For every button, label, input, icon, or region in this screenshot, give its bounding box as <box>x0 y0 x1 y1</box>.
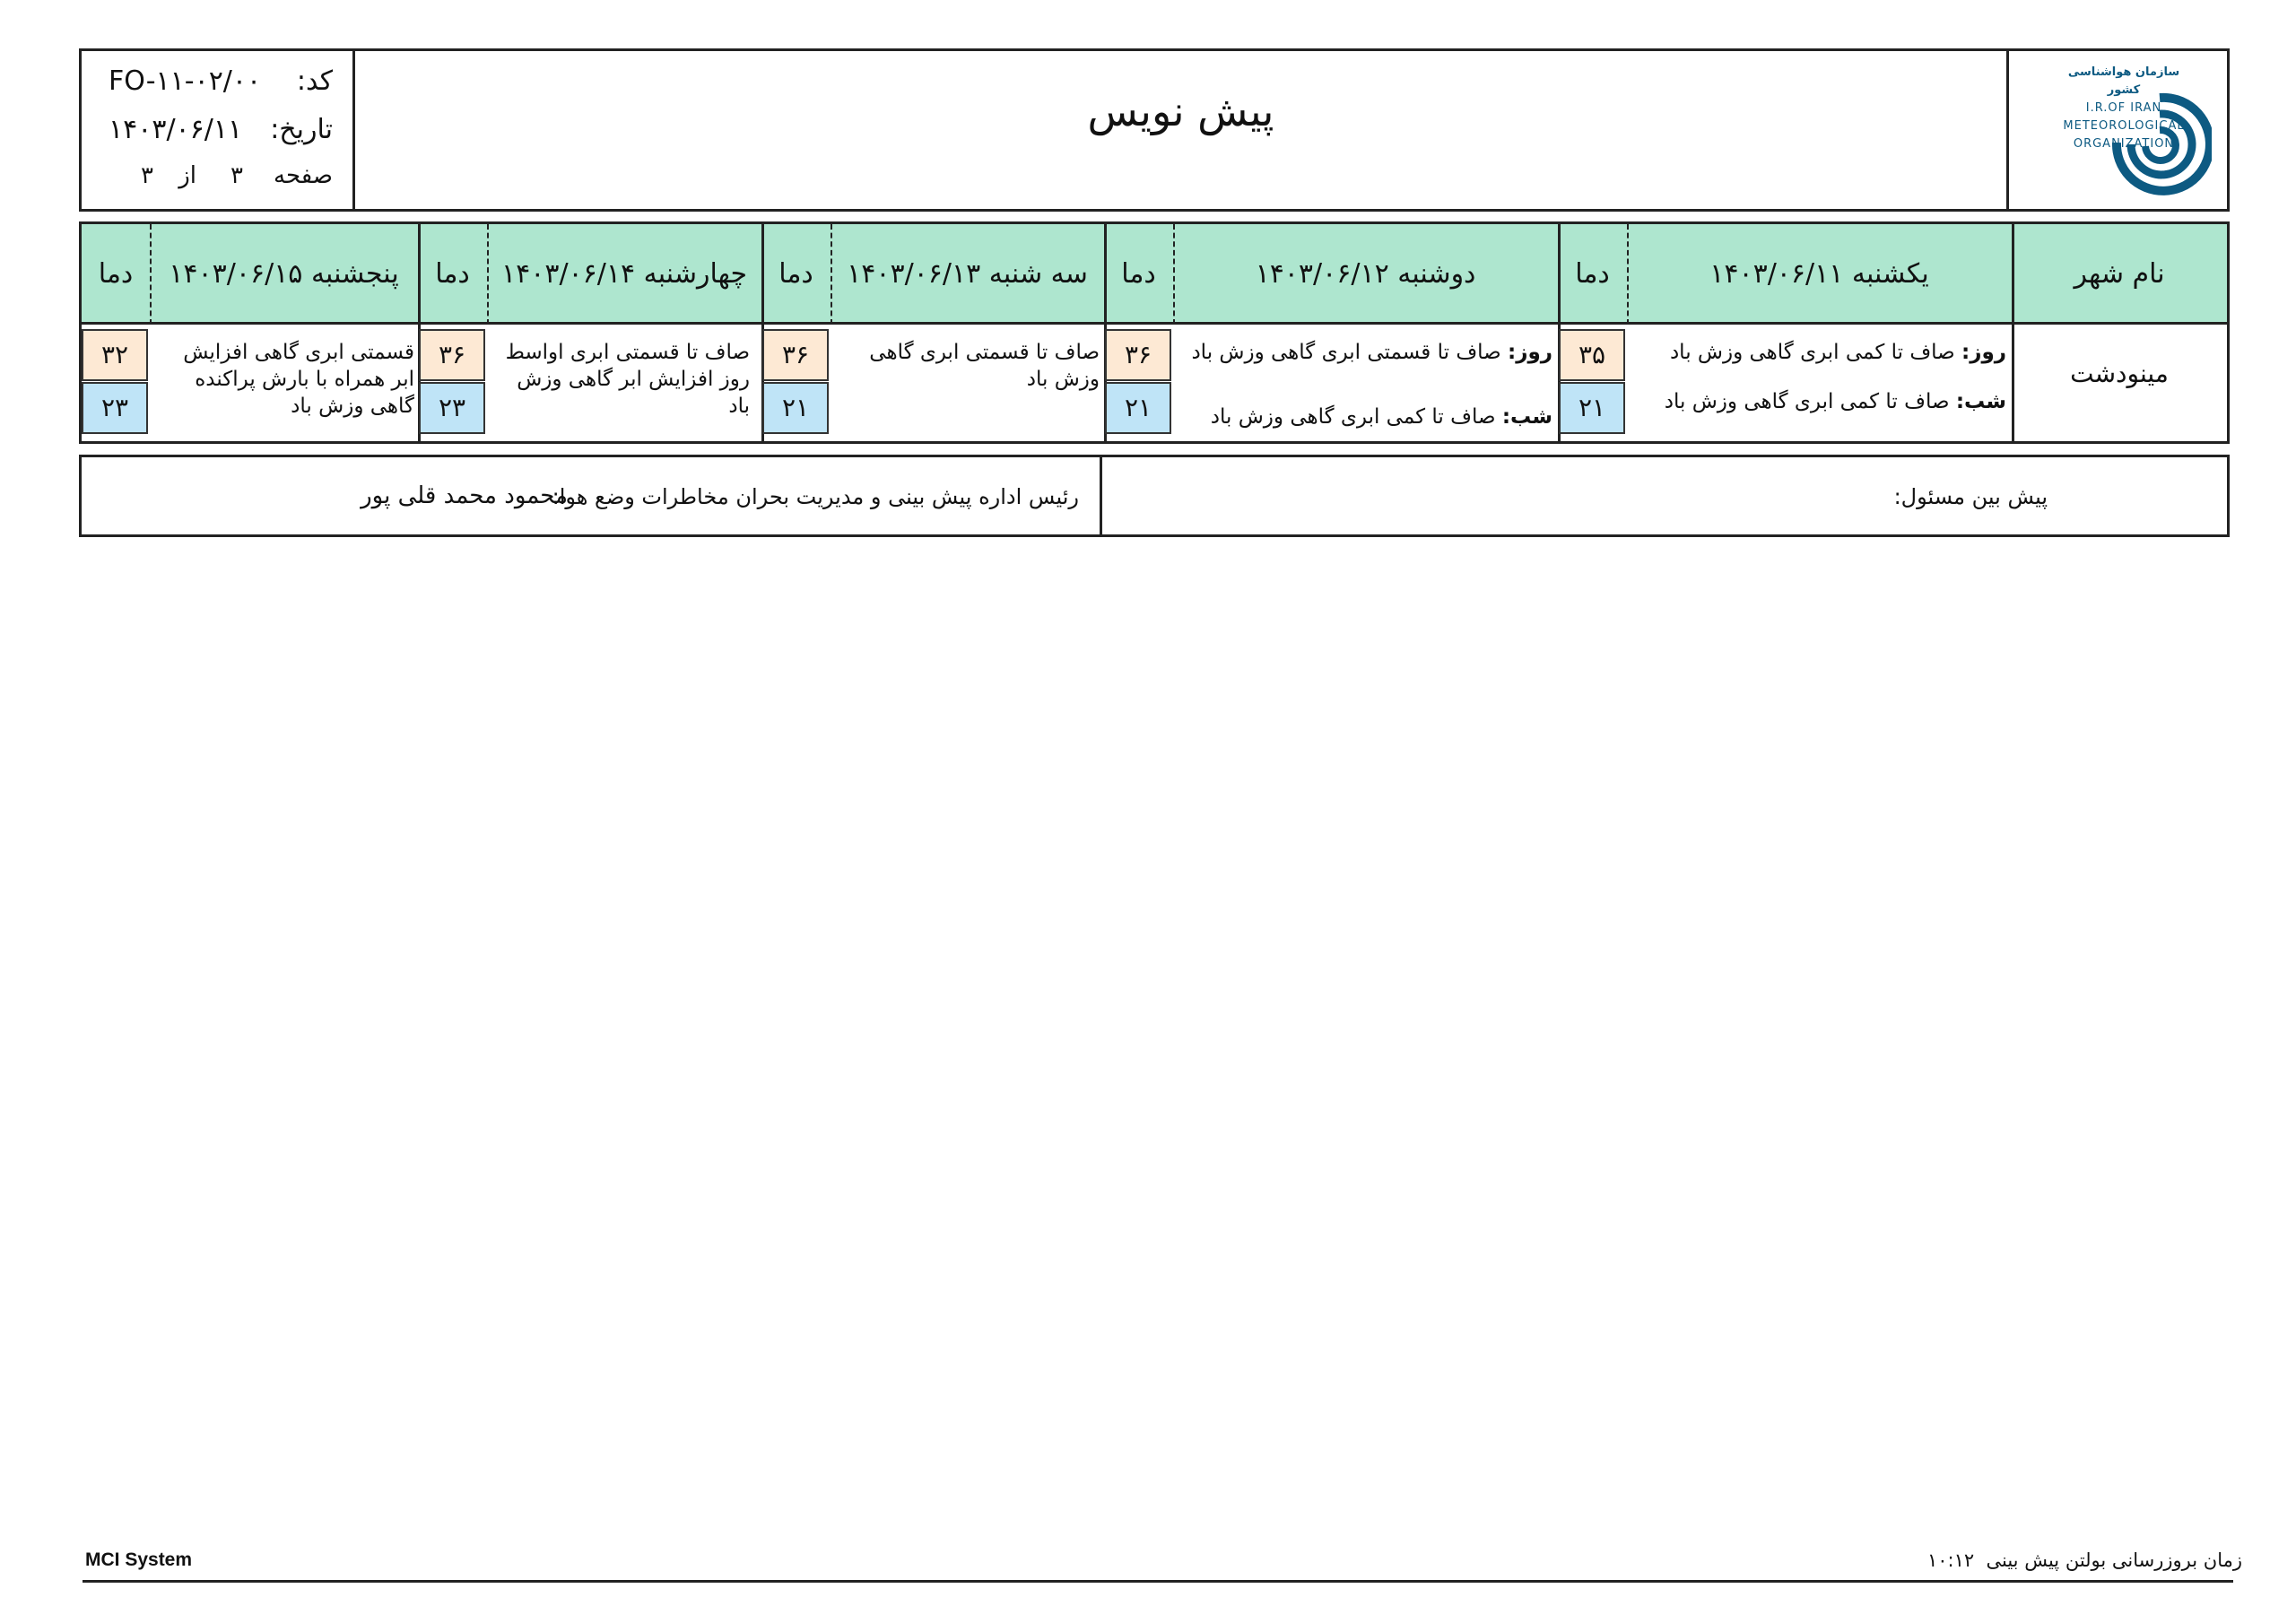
night-label: شب: <box>1501 405 1552 429</box>
day-5-temp-header: دما <box>98 258 134 290</box>
day-2-day-condition <box>1178 339 1552 366</box>
forecast-table <box>79 221 2230 444</box>
day-4-temp-header: دما <box>435 258 470 290</box>
logo-text-en-3: ORGANIZATION <box>2073 137 2175 151</box>
document-header <box>79 48 2230 212</box>
day-2-night-text: صاف تا کمی ابری گاهی وزش باد <box>1210 405 1502 429</box>
code-row <box>100 65 333 108</box>
page-current: ۳ <box>230 162 243 189</box>
page-row <box>100 162 333 205</box>
footer-rule <box>83 1580 2233 1583</box>
night-label: شب: <box>1955 390 2006 413</box>
day-4-condition: صاف تا قسمتی ابری اواسط روز افزایش ابر گاهی وزش باد <box>505 341 750 418</box>
day-1-header: یکشنبه ۱۴۰۳/۰۶/۱۱ <box>1709 258 1929 290</box>
footer-update-time: ۱۰:۱۲ <box>1926 1549 1975 1571</box>
footer-update-label: زمان بروزرسانی بولتن پیش بینی <box>1986 1549 2242 1571</box>
logo-text-en-2: METEOROLOGICAL <box>2063 119 2185 133</box>
footer-system: MCI System <box>85 1549 193 1570</box>
day-1-max-temp: ۳۵ <box>1559 329 1625 381</box>
day-4-header: چهارشنبه ۱۴۰۳/۰۶/۱۴ <box>501 258 747 290</box>
day-2-night-condition <box>1178 404 1552 430</box>
day-2-header: دوشنبه ۱۴۰۳/۰۶/۱۲ <box>1255 258 1476 290</box>
day-4-max-temp: ۳۶ <box>419 329 485 381</box>
day-2-min-temp: ۲۱ <box>1105 382 1171 434</box>
date-label: تاریخ: <box>270 114 333 145</box>
day-2-max-temp: ۳۶ <box>1105 329 1171 381</box>
logo <box>2006 51 2227 209</box>
day-5-min-temp: ۲۳ <box>82 382 148 434</box>
page-of: از <box>178 162 196 189</box>
day-label: روز: <box>1508 341 1552 364</box>
day-1-min-temp: ۲۱ <box>1559 382 1625 434</box>
day-label: روز: <box>1961 341 2006 364</box>
date-row <box>100 114 333 157</box>
department-head-name: محمود محمد قلی پور <box>361 482 568 509</box>
department-head-label: رئیس اداره پیش بینی و مدیریت بحران مخاطرات وضع هوا: <box>552 484 1079 509</box>
day-1-night-condition <box>1631 388 2006 415</box>
day-3-condition: صاف تا قسمتی ابری گاهی وزش باد <box>869 341 1100 391</box>
day-3-max-temp: ۳۶ <box>762 329 829 381</box>
day-1-night-text: صاف تا کمی ابری گاهی وزش باد <box>1664 390 1956 413</box>
day-1-day-condition <box>1631 339 2006 366</box>
page-total: ۳ <box>141 162 153 189</box>
day-2-temp-header: دما <box>1121 258 1156 290</box>
day-4-min-temp: ۲۳ <box>419 382 485 434</box>
day-5-condition: قسمتی ابری گاهی افزایش ابر همراه با بارش پراکنده گاهی وزش باد <box>183 341 414 418</box>
day-3-header: سه شنبه ۱۴۰۳/۰۶/۱۳ <box>847 258 1088 290</box>
day-2-day-text: صاف تا قسمتی ابری گاهی وزش باد <box>1191 341 1509 364</box>
logo-text-en-1: I.R.OF IRAN <box>2085 101 2162 115</box>
day-5-max-temp: ۳۲ <box>82 329 148 381</box>
code-label: کد: <box>296 65 333 97</box>
day-5-header: پنجشنبه ۱۴۰۳/۰۶/۱۵ <box>169 258 399 290</box>
document-meta <box>82 51 355 209</box>
city-name: مینودشت <box>2070 359 2169 388</box>
date-value: ۱۴۰۳/۰۶/۱۱ <box>109 114 243 145</box>
city-header: نام شهر <box>2074 258 2165 290</box>
signature-box <box>79 455 2230 537</box>
day-1-temp-header: دما <box>1575 258 1610 290</box>
signature-divider <box>1100 457 1102 534</box>
page-title: پیش نویس <box>1087 87 1274 135</box>
footer-update <box>1927 1549 2242 1571</box>
code-value: FO-۱۱-۰۲/۰۰ <box>109 65 262 97</box>
day-3-temp-header: دما <box>778 258 813 290</box>
day-1-day-text: صاف تا کمی ابری گاهی وزش باد <box>1669 341 1962 364</box>
logo-emblem-icon <box>2108 87 2212 204</box>
day-3-min-temp: ۲۱ <box>762 382 829 434</box>
forecaster-label: پیش بین مسئول: <box>1893 484 2048 509</box>
logo-text-fa: سازمان هواشناسی کشور <box>2067 65 2180 97</box>
page-label: صفحه <box>274 162 333 189</box>
